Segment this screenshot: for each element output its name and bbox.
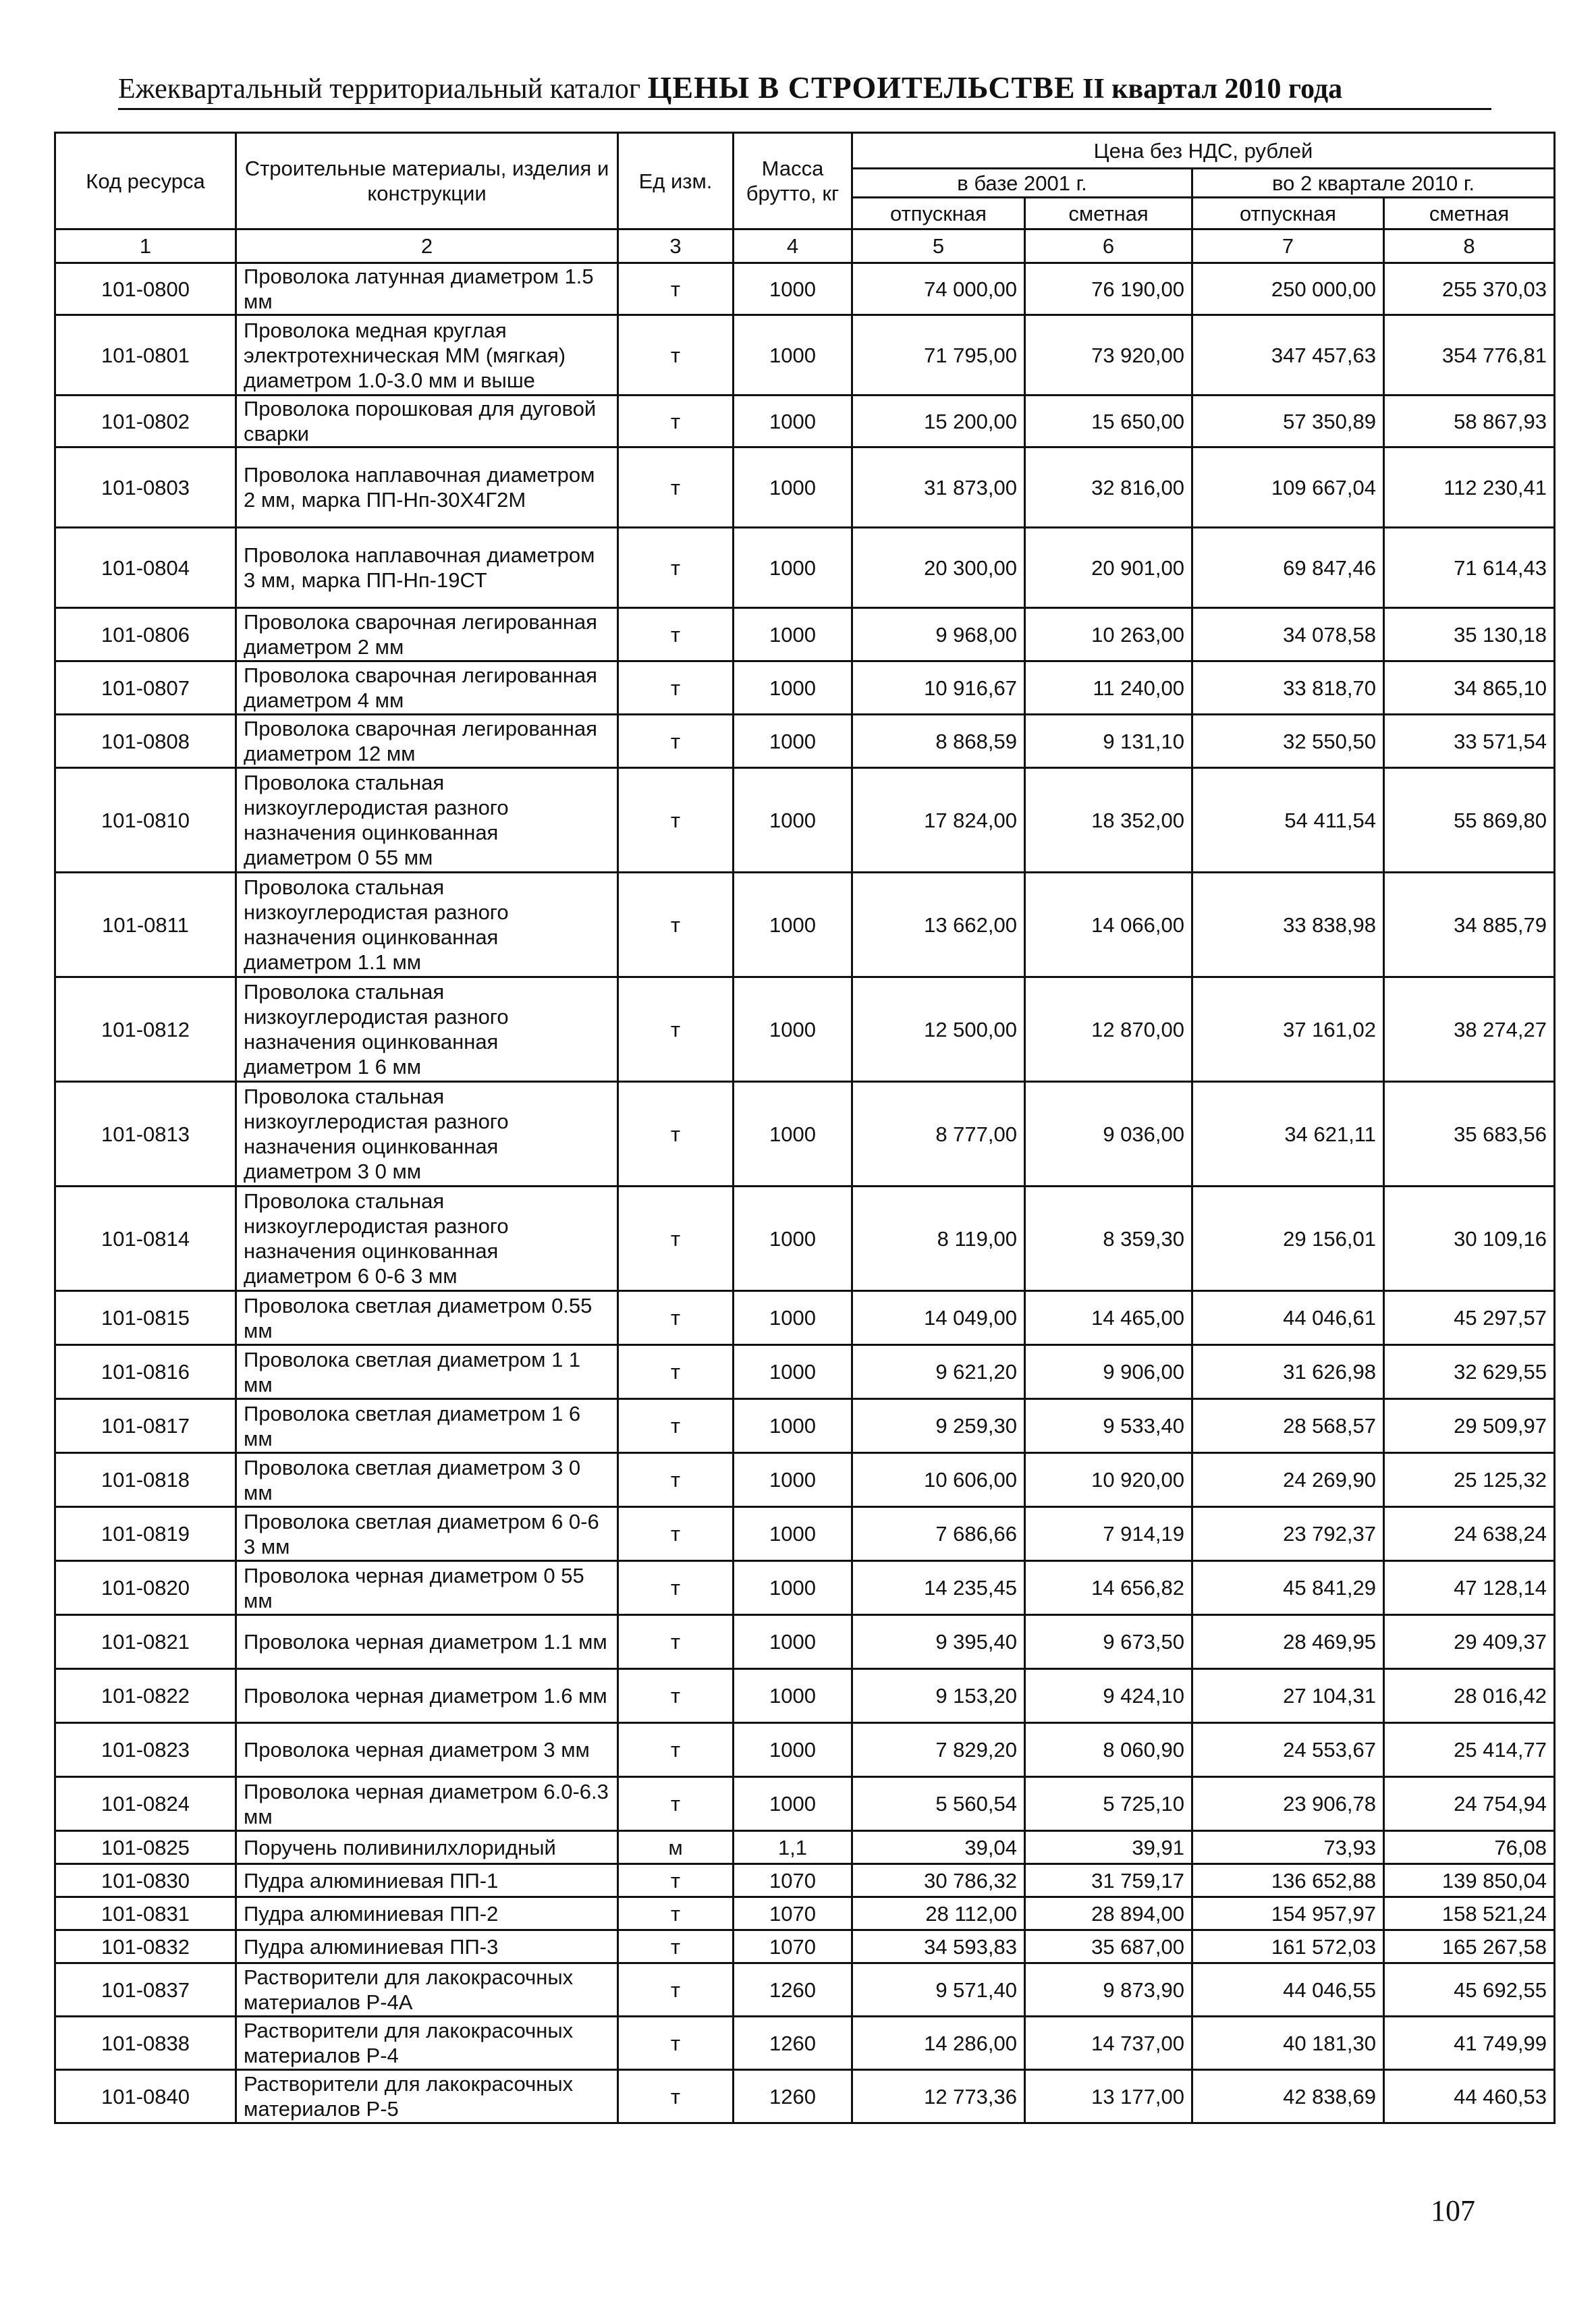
q2-wholesale-price-cell: 34 078,58 bbox=[1192, 608, 1384, 661]
table-row bbox=[55, 661, 1555, 715]
gross-mass-cell: 1000 bbox=[734, 1669, 852, 1723]
resource-code-cell: 101-0815 bbox=[55, 1291, 236, 1345]
gross-mass-cell: 1000 bbox=[734, 1399, 852, 1453]
q2-wholesale-price-cell: 161 572,03 bbox=[1192, 1930, 1384, 1963]
column-number: 5 bbox=[852, 229, 1025, 263]
q2-estimate-price-cell: 139 850,04 bbox=[1384, 1864, 1555, 1897]
base-estimate-price-cell: 31 759,17 bbox=[1025, 1864, 1192, 1897]
resource-code-cell: 101-0811 bbox=[55, 873, 236, 977]
gross-mass-cell: 1000 bbox=[734, 1082, 852, 1187]
column-number: 1 bbox=[55, 229, 236, 263]
q2-estimate-price-cell: 255 370,03 bbox=[1384, 263, 1555, 315]
base-estimate-price-cell: 32 816,00 bbox=[1025, 447, 1192, 528]
table-row bbox=[55, 1399, 1555, 1453]
q2-estimate-price-cell: 24 754,94 bbox=[1384, 1777, 1555, 1831]
base-estimate-price-cell: 20 901,00 bbox=[1025, 528, 1192, 608]
q2-estimate-price-cell: 41 749,99 bbox=[1384, 2017, 1555, 2070]
header-title: ЦЕНЫ В СТРОИТЕЛЬСТВЕ bbox=[647, 70, 1076, 105]
material-name-cell: Поручень поливинилхлоридный bbox=[236, 1831, 618, 1864]
q2-wholesale-price-cell: 33 838,98 bbox=[1192, 873, 1384, 977]
unit-cell: т bbox=[618, 528, 734, 608]
column-number: 4 bbox=[734, 229, 852, 263]
q2-estimate-price-cell: 35 130,18 bbox=[1384, 608, 1555, 661]
resource-code-cell: 101-0831 bbox=[55, 1897, 236, 1930]
q2-estimate-price-cell: 30 109,16 bbox=[1384, 1187, 1555, 1291]
base-wholesale-price-cell: 14 235,45 bbox=[852, 1561, 1025, 1615]
base-estimate-price-cell: 9 906,00 bbox=[1025, 1345, 1192, 1399]
base-wholesale-price-cell: 9 153,20 bbox=[852, 1669, 1025, 1723]
header-prefix: Ежеквартальный территориальный каталог bbox=[118, 74, 641, 105]
gross-mass-cell: 1000 bbox=[734, 1507, 852, 1561]
base-wholesale-price-cell: 20 300,00 bbox=[852, 528, 1025, 608]
q2-estimate-price-cell: 44 460,53 bbox=[1384, 2070, 1555, 2123]
gross-mass-cell: 1,1 bbox=[734, 1831, 852, 1864]
gross-mass-cell: 1000 bbox=[734, 1187, 852, 1291]
material-name-cell: Проволока черная диаметром 1.1 мм bbox=[236, 1615, 618, 1669]
unit-cell: т bbox=[618, 873, 734, 977]
table-row bbox=[55, 1291, 1555, 1345]
table-row bbox=[55, 2017, 1555, 2070]
header-estimate-q2: сметная bbox=[1384, 198, 1555, 229]
column-number: 6 bbox=[1025, 229, 1192, 263]
base-wholesale-price-cell: 9 621,20 bbox=[852, 1345, 1025, 1399]
q2-estimate-price-cell: 71 614,43 bbox=[1384, 528, 1555, 608]
q2-estimate-price-cell: 47 128,14 bbox=[1384, 1561, 1555, 1615]
table-row bbox=[55, 1963, 1555, 2017]
base-estimate-price-cell: 39,91 bbox=[1025, 1831, 1192, 1864]
table-row bbox=[55, 1345, 1555, 1399]
material-name-cell: Проволока черная диаметром 3 мм bbox=[236, 1723, 618, 1777]
q2-wholesale-price-cell: 23 792,37 bbox=[1192, 1507, 1384, 1561]
base-estimate-price-cell: 28 894,00 bbox=[1025, 1897, 1192, 1930]
base-wholesale-price-cell: 5 560,54 bbox=[852, 1777, 1025, 1831]
gross-mass-cell: 1000 bbox=[734, 315, 852, 396]
gross-mass-cell: 1000 bbox=[734, 873, 852, 977]
base-wholesale-price-cell: 10 606,00 bbox=[852, 1453, 1025, 1507]
q2-wholesale-price-cell: 37 161,02 bbox=[1192, 977, 1384, 1082]
material-name-cell: Проволока латунная диаметром 1.5 мм bbox=[236, 263, 618, 315]
material-name-cell: Проволока светлая диаметром 3 0 мм bbox=[236, 1453, 618, 1507]
gross-mass-cell: 1070 bbox=[734, 1930, 852, 1963]
header-q2-2010: во 2 квартале 2010 г. bbox=[1192, 169, 1555, 198]
q2-wholesale-price-cell: 32 550,50 bbox=[1192, 715, 1384, 768]
base-wholesale-price-cell: 10 916,67 bbox=[852, 661, 1025, 715]
q2-estimate-price-cell: 29 509,97 bbox=[1384, 1399, 1555, 1453]
gross-mass-cell: 1000 bbox=[734, 661, 852, 715]
table-row bbox=[55, 608, 1555, 661]
gross-mass-cell: 1000 bbox=[734, 396, 852, 447]
base-wholesale-price-cell: 30 786,32 bbox=[852, 1864, 1025, 1897]
unit-cell: т bbox=[618, 1777, 734, 1831]
q2-wholesale-price-cell: 28 568,57 bbox=[1192, 1399, 1384, 1453]
q2-estimate-price-cell: 55 869,80 bbox=[1384, 768, 1555, 873]
resource-code-cell: 101-0840 bbox=[55, 2070, 236, 2123]
q2-wholesale-price-cell: 33 818,70 bbox=[1192, 661, 1384, 715]
material-name-cell: Пудра алюминиевая ПП-1 bbox=[236, 1864, 618, 1897]
header-name: Строительные материалы, изделия и конструкции bbox=[236, 133, 618, 229]
gross-mass-cell: 1000 bbox=[734, 1453, 852, 1507]
resource-code-cell: 101-0822 bbox=[55, 1669, 236, 1723]
gross-mass-cell: 1000 bbox=[734, 1615, 852, 1669]
q2-estimate-price-cell: 158 521,24 bbox=[1384, 1897, 1555, 1930]
base-estimate-price-cell: 76 190,00 bbox=[1025, 263, 1192, 315]
unit-cell: т bbox=[618, 1345, 734, 1399]
q2-estimate-price-cell: 45 297,57 bbox=[1384, 1291, 1555, 1345]
resource-code-cell: 101-0820 bbox=[55, 1561, 236, 1615]
header-wholesale-q2: отпускная bbox=[1192, 198, 1384, 229]
unit-cell: т bbox=[618, 2017, 734, 2070]
base-estimate-price-cell: 14 737,00 bbox=[1025, 2017, 1192, 2070]
material-name-cell: Проволока сварочная легированная диаметром 2 мм bbox=[236, 608, 618, 661]
unit-cell: т bbox=[618, 1669, 734, 1723]
gross-mass-cell: 1260 bbox=[734, 2070, 852, 2123]
resource-code-cell: 101-0802 bbox=[55, 396, 236, 447]
table-row bbox=[55, 1615, 1555, 1669]
table-row bbox=[55, 1930, 1555, 1963]
gross-mass-cell: 1000 bbox=[734, 608, 852, 661]
q2-wholesale-price-cell: 23 906,78 bbox=[1192, 1777, 1384, 1831]
material-name-cell: Проволока черная диаметром 6.0-6.3 мм bbox=[236, 1777, 618, 1831]
unit-cell: т bbox=[618, 1963, 734, 2017]
table-row bbox=[55, 1777, 1555, 1831]
page-number: 107 bbox=[1431, 2194, 1475, 2227]
material-name-cell: Проволока светлая диаметром 6 0-6 3 мм bbox=[236, 1507, 618, 1561]
q2-estimate-price-cell: 34 865,10 bbox=[1384, 661, 1555, 715]
resource-code-cell: 101-0813 bbox=[55, 1082, 236, 1187]
base-estimate-price-cell: 11 240,00 bbox=[1025, 661, 1192, 715]
header-price: Цена без НДС, рублей bbox=[852, 133, 1555, 169]
page-header bbox=[118, 67, 1491, 110]
unit-cell: т bbox=[618, 1082, 734, 1187]
resource-code-cell: 101-0837 bbox=[55, 1963, 236, 2017]
material-name-cell: Проволока сварочная легированная диаметром 12 мм bbox=[236, 715, 618, 768]
gross-mass-cell: 1000 bbox=[734, 1777, 852, 1831]
q2-wholesale-price-cell: 45 841,29 bbox=[1192, 1561, 1384, 1615]
table-row bbox=[55, 1669, 1555, 1723]
table-row bbox=[55, 1187, 1555, 1291]
column-number: 3 bbox=[618, 229, 734, 263]
base-estimate-price-cell: 9 673,50 bbox=[1025, 1615, 1192, 1669]
table-row bbox=[55, 715, 1555, 768]
resource-code-cell: 101-0830 bbox=[55, 1864, 236, 1897]
base-estimate-price-cell: 15 650,00 bbox=[1025, 396, 1192, 447]
gross-mass-cell: 1000 bbox=[734, 1345, 852, 1399]
base-estimate-price-cell: 35 687,00 bbox=[1025, 1930, 1192, 1963]
q2-estimate-price-cell: 34 885,79 bbox=[1384, 873, 1555, 977]
base-estimate-price-cell: 9 036,00 bbox=[1025, 1082, 1192, 1187]
table-row bbox=[55, 1507, 1555, 1561]
q2-wholesale-price-cell: 250 000,00 bbox=[1192, 263, 1384, 315]
unit-cell: т bbox=[618, 1615, 734, 1669]
q2-wholesale-price-cell: 57 350,89 bbox=[1192, 396, 1384, 447]
header-code: Код ресурса bbox=[55, 133, 236, 229]
base-wholesale-price-cell: 12 773,36 bbox=[852, 2070, 1025, 2123]
q2-wholesale-price-cell: 31 626,98 bbox=[1192, 1345, 1384, 1399]
material-name-cell: Проволока стальная низкоуглеродистая разного назначения оцинкованная диаметром 3 0 мм bbox=[236, 1082, 618, 1187]
table-row bbox=[55, 1831, 1555, 1864]
unit-cell: т bbox=[618, 447, 734, 528]
unit-cell: т bbox=[618, 1897, 734, 1930]
q2-wholesale-price-cell: 44 046,61 bbox=[1192, 1291, 1384, 1345]
resource-code-cell: 101-0825 bbox=[55, 1831, 236, 1864]
base-wholesale-price-cell: 8 868,59 bbox=[852, 715, 1025, 768]
resource-code-cell: 101-0803 bbox=[55, 447, 236, 528]
gross-mass-cell: 1000 bbox=[734, 1723, 852, 1777]
q2-estimate-price-cell: 112 230,41 bbox=[1384, 447, 1555, 528]
q2-wholesale-price-cell: 24 269,90 bbox=[1192, 1453, 1384, 1507]
unit-cell: т bbox=[618, 263, 734, 315]
table-row bbox=[55, 768, 1555, 873]
q2-wholesale-price-cell: 24 553,67 bbox=[1192, 1723, 1384, 1777]
unit-cell: т bbox=[618, 2070, 734, 2123]
base-wholesale-price-cell: 17 824,00 bbox=[852, 768, 1025, 873]
base-wholesale-price-cell: 74 000,00 bbox=[852, 263, 1025, 315]
base-wholesale-price-cell: 31 873,00 bbox=[852, 447, 1025, 528]
q2-estimate-price-cell: 33 571,54 bbox=[1384, 715, 1555, 768]
resource-code-cell: 101-0804 bbox=[55, 528, 236, 608]
q2-wholesale-price-cell: 69 847,46 bbox=[1192, 528, 1384, 608]
table-row bbox=[55, 396, 1555, 447]
unit-cell: т bbox=[618, 977, 734, 1082]
base-estimate-price-cell: 14 465,00 bbox=[1025, 1291, 1192, 1345]
base-wholesale-price-cell: 7 686,66 bbox=[852, 1507, 1025, 1561]
q2-estimate-price-cell: 38 274,27 bbox=[1384, 977, 1555, 1082]
table-row bbox=[55, 263, 1555, 315]
base-estimate-price-cell: 8 359,30 bbox=[1025, 1187, 1192, 1291]
q2-wholesale-price-cell: 34 621,11 bbox=[1192, 1082, 1384, 1187]
base-wholesale-price-cell: 34 593,83 bbox=[852, 1930, 1025, 1963]
q2-wholesale-price-cell: 73,93 bbox=[1192, 1831, 1384, 1864]
base-estimate-price-cell: 9 131,10 bbox=[1025, 715, 1192, 768]
unit-cell: т bbox=[618, 1291, 734, 1345]
base-wholesale-price-cell: 9 395,40 bbox=[852, 1615, 1025, 1669]
q2-wholesale-price-cell: 136 652,88 bbox=[1192, 1864, 1384, 1897]
q2-estimate-price-cell: 25 414,77 bbox=[1384, 1723, 1555, 1777]
material-name-cell: Проволока стальная низкоуглеродистая разного назначения оцинкованная диаметром 0 55 мм bbox=[236, 768, 618, 873]
table-row bbox=[55, 1897, 1555, 1930]
base-estimate-price-cell: 9 533,40 bbox=[1025, 1399, 1192, 1453]
q2-estimate-price-cell: 25 125,32 bbox=[1384, 1453, 1555, 1507]
material-name-cell: Проволока сварочная легированная диаметром 4 мм bbox=[236, 661, 618, 715]
gross-mass-cell: 1000 bbox=[734, 768, 852, 873]
base-estimate-price-cell: 10 920,00 bbox=[1025, 1453, 1192, 1507]
base-estimate-price-cell: 73 920,00 bbox=[1025, 315, 1192, 396]
table-row bbox=[55, 315, 1555, 396]
q2-estimate-price-cell: 58 867,93 bbox=[1384, 396, 1555, 447]
resource-code-cell: 101-0812 bbox=[55, 977, 236, 1082]
resource-code-cell: 101-0806 bbox=[55, 608, 236, 661]
resource-code-cell: 101-0801 bbox=[55, 315, 236, 396]
q2-wholesale-price-cell: 54 411,54 bbox=[1192, 768, 1384, 873]
material-name-cell: Растворители для лакокрасочных материалов Р-4А bbox=[236, 1963, 618, 2017]
base-estimate-price-cell: 14 066,00 bbox=[1025, 873, 1192, 977]
table-row bbox=[55, 1723, 1555, 1777]
unit-cell: т bbox=[618, 1399, 734, 1453]
base-wholesale-price-cell: 71 795,00 bbox=[852, 315, 1025, 396]
resource-code-cell: 101-0823 bbox=[55, 1723, 236, 1777]
resource-code-cell: 101-0832 bbox=[55, 1930, 236, 1963]
q2-wholesale-price-cell: 42 838,69 bbox=[1192, 2070, 1384, 2123]
base-wholesale-price-cell: 28 112,00 bbox=[852, 1897, 1025, 1930]
table-body bbox=[55, 263, 1555, 2123]
column-number: 2 bbox=[236, 229, 618, 263]
base-wholesale-price-cell: 12 500,00 bbox=[852, 977, 1025, 1082]
q2-wholesale-price-cell: 28 469,95 bbox=[1192, 1615, 1384, 1669]
base-estimate-price-cell: 12 870,00 bbox=[1025, 977, 1192, 1082]
unit-cell: т bbox=[618, 608, 734, 661]
q2-estimate-price-cell: 29 409,37 bbox=[1384, 1615, 1555, 1669]
header-period: II квартал 2010 года bbox=[1082, 74, 1343, 105]
material-name-cell: Растворители для лакокрасочных материалов Р-5 bbox=[236, 2070, 618, 2123]
material-name-cell: Проволока светлая диаметром 1 6 мм bbox=[236, 1399, 618, 1453]
table-row bbox=[55, 1082, 1555, 1187]
resource-code-cell: 101-0818 bbox=[55, 1453, 236, 1507]
base-estimate-price-cell: 14 656,82 bbox=[1025, 1561, 1192, 1615]
unit-cell: т bbox=[618, 1453, 734, 1507]
gross-mass-cell: 1000 bbox=[734, 1561, 852, 1615]
base-wholesale-price-cell: 39,04 bbox=[852, 1831, 1025, 1864]
unit-cell: т bbox=[618, 1864, 734, 1897]
base-estimate-price-cell: 5 725,10 bbox=[1025, 1777, 1192, 1831]
header-estimate-base: сметная bbox=[1025, 198, 1192, 229]
base-wholesale-price-cell: 13 662,00 bbox=[852, 873, 1025, 977]
base-estimate-price-cell: 7 914,19 bbox=[1025, 1507, 1192, 1561]
resource-code-cell: 101-0819 bbox=[55, 1507, 236, 1561]
table-row bbox=[55, 528, 1555, 608]
header-base-2001: в базе 2001 г. bbox=[852, 169, 1192, 198]
table-row bbox=[55, 447, 1555, 528]
unit-cell: т bbox=[618, 1561, 734, 1615]
material-name-cell: Растворители для лакокрасочных материалов Р-4 bbox=[236, 2017, 618, 2070]
material-name-cell: Пудра алюминиевая ПП-2 bbox=[236, 1897, 618, 1930]
gross-mass-cell: 1000 bbox=[734, 715, 852, 768]
resource-code-cell: 101-0810 bbox=[55, 768, 236, 873]
base-estimate-price-cell: 9 873,90 bbox=[1025, 1963, 1192, 2017]
resource-code-cell: 101-0821 bbox=[55, 1615, 236, 1669]
base-wholesale-price-cell: 7 829,20 bbox=[852, 1723, 1025, 1777]
q2-wholesale-price-cell: 40 181,30 bbox=[1192, 2017, 1384, 2070]
base-wholesale-price-cell: 8 777,00 bbox=[852, 1082, 1025, 1187]
q2-estimate-price-cell: 354 776,81 bbox=[1384, 315, 1555, 396]
unit-cell: т bbox=[618, 1723, 734, 1777]
gross-mass-cell: 1000 bbox=[734, 528, 852, 608]
q2-wholesale-price-cell: 347 457,63 bbox=[1192, 315, 1384, 396]
gross-mass-cell: 1000 bbox=[734, 447, 852, 528]
table-row bbox=[55, 1864, 1555, 1897]
gross-mass-cell: 1000 bbox=[734, 1291, 852, 1345]
material-name-cell: Проволока наплавочная диаметром 2 мм, марка ПП-Нп-30Х4Г2М bbox=[236, 447, 618, 528]
base-wholesale-price-cell: 9 571,40 bbox=[852, 1963, 1025, 2017]
base-estimate-price-cell: 9 424,10 bbox=[1025, 1669, 1192, 1723]
unit-cell: т bbox=[618, 396, 734, 447]
resource-code-cell: 101-0838 bbox=[55, 2017, 236, 2070]
resource-code-cell: 101-0814 bbox=[55, 1187, 236, 1291]
base-estimate-price-cell: 18 352,00 bbox=[1025, 768, 1192, 873]
gross-mass-cell: 1070 bbox=[734, 1864, 852, 1897]
resource-code-cell: 101-0800 bbox=[55, 263, 236, 315]
q2-estimate-price-cell: 165 267,58 bbox=[1384, 1930, 1555, 1963]
q2-estimate-price-cell: 35 683,56 bbox=[1384, 1082, 1555, 1187]
q2-wholesale-price-cell: 109 667,04 bbox=[1192, 447, 1384, 528]
material-name-cell: Проволока светлая диаметром 1 1 мм bbox=[236, 1345, 618, 1399]
unit-cell: т bbox=[618, 1930, 734, 1963]
table-row bbox=[55, 1453, 1555, 1507]
column-number: 8 bbox=[1384, 229, 1555, 263]
q2-estimate-price-cell: 28 016,42 bbox=[1384, 1669, 1555, 1723]
base-wholesale-price-cell: 14 286,00 bbox=[852, 2017, 1025, 2070]
price-table bbox=[54, 132, 1556, 2124]
material-name-cell: Проволока черная диаметром 0 55 мм bbox=[236, 1561, 618, 1615]
q2-estimate-price-cell: 32 629,55 bbox=[1384, 1345, 1555, 1399]
header-mass: Масса брутто, кг bbox=[734, 133, 852, 229]
gross-mass-cell: 1000 bbox=[734, 263, 852, 315]
q2-wholesale-price-cell: 154 957,97 bbox=[1192, 1897, 1384, 1930]
q2-estimate-price-cell: 45 692,55 bbox=[1384, 1963, 1555, 2017]
gross-mass-cell: 1070 bbox=[734, 1897, 852, 1930]
material-name-cell: Проволока стальная низкоуглеродистая разного назначения оцинкованная диаметром 1.1 мм bbox=[236, 873, 618, 977]
resource-code-cell: 101-0824 bbox=[55, 1777, 236, 1831]
unit-cell: т bbox=[618, 661, 734, 715]
unit-cell: т bbox=[618, 768, 734, 873]
unit-cell: м bbox=[618, 1831, 734, 1864]
gross-mass-cell: 1000 bbox=[734, 977, 852, 1082]
resource-code-cell: 101-0808 bbox=[55, 715, 236, 768]
base-wholesale-price-cell: 9 259,30 bbox=[852, 1399, 1025, 1453]
base-wholesale-price-cell: 9 968,00 bbox=[852, 608, 1025, 661]
header-unit: Ед изм. bbox=[618, 133, 734, 229]
base-estimate-price-cell: 8 060,90 bbox=[1025, 1723, 1192, 1777]
table-row bbox=[55, 2070, 1555, 2123]
base-estimate-price-cell: 10 263,00 bbox=[1025, 608, 1192, 661]
resource-code-cell: 101-0807 bbox=[55, 661, 236, 715]
base-wholesale-price-cell: 14 049,00 bbox=[852, 1291, 1025, 1345]
material-name-cell: Проволока светлая диаметром 0.55 мм bbox=[236, 1291, 618, 1345]
material-name-cell: Проволока черная диаметром 1.6 мм bbox=[236, 1669, 618, 1723]
table-row bbox=[55, 1561, 1555, 1615]
resource-code-cell: 101-0817 bbox=[55, 1399, 236, 1453]
material-name-cell: Пудра алюминиевая ПП-3 bbox=[236, 1930, 618, 1963]
q2-estimate-price-cell: 76,08 bbox=[1384, 1831, 1555, 1864]
base-wholesale-price-cell: 15 200,00 bbox=[852, 396, 1025, 447]
unit-cell: т bbox=[618, 1187, 734, 1291]
resource-code-cell: 101-0816 bbox=[55, 1345, 236, 1399]
q2-wholesale-price-cell: 27 104,31 bbox=[1192, 1669, 1384, 1723]
unit-cell: т bbox=[618, 315, 734, 396]
material-name-cell: Проволока медная круглая электротехническая ММ (мягкая) диаметром 1.0-3.0 мм и выше bbox=[236, 315, 618, 396]
gross-mass-cell: 1260 bbox=[734, 1963, 852, 2017]
base-wholesale-price-cell: 8 119,00 bbox=[852, 1187, 1025, 1291]
q2-wholesale-price-cell: 44 046,55 bbox=[1192, 1963, 1384, 2017]
unit-cell: т bbox=[618, 1507, 734, 1561]
material-name-cell: Проволока стальная низкоуглеродистая разного назначения оцинкованная диаметром 1 6 мм bbox=[236, 977, 618, 1082]
base-estimate-price-cell: 13 177,00 bbox=[1025, 2070, 1192, 2123]
material-name-cell: Проволока порошковая для дуговой сварки bbox=[236, 396, 618, 447]
header-wholesale-base: отпускная bbox=[852, 198, 1025, 229]
unit-cell: т bbox=[618, 715, 734, 768]
q2-wholesale-price-cell: 29 156,01 bbox=[1192, 1187, 1384, 1291]
gross-mass-cell: 1260 bbox=[734, 2017, 852, 2070]
column-number: 7 bbox=[1192, 229, 1384, 263]
q2-estimate-price-cell: 24 638,24 bbox=[1384, 1507, 1555, 1561]
material-name-cell: Проволока наплавочная диаметром 3 мм, марка ПП-Нп-19СТ bbox=[236, 528, 618, 608]
column-number-row bbox=[55, 229, 1555, 263]
table-row bbox=[55, 977, 1555, 1082]
material-name-cell: Проволока стальная низкоуглеродистая разного назначения оцинкованная диаметром 6 0-6 3 мм bbox=[236, 1187, 618, 1291]
table-row bbox=[55, 873, 1555, 977]
